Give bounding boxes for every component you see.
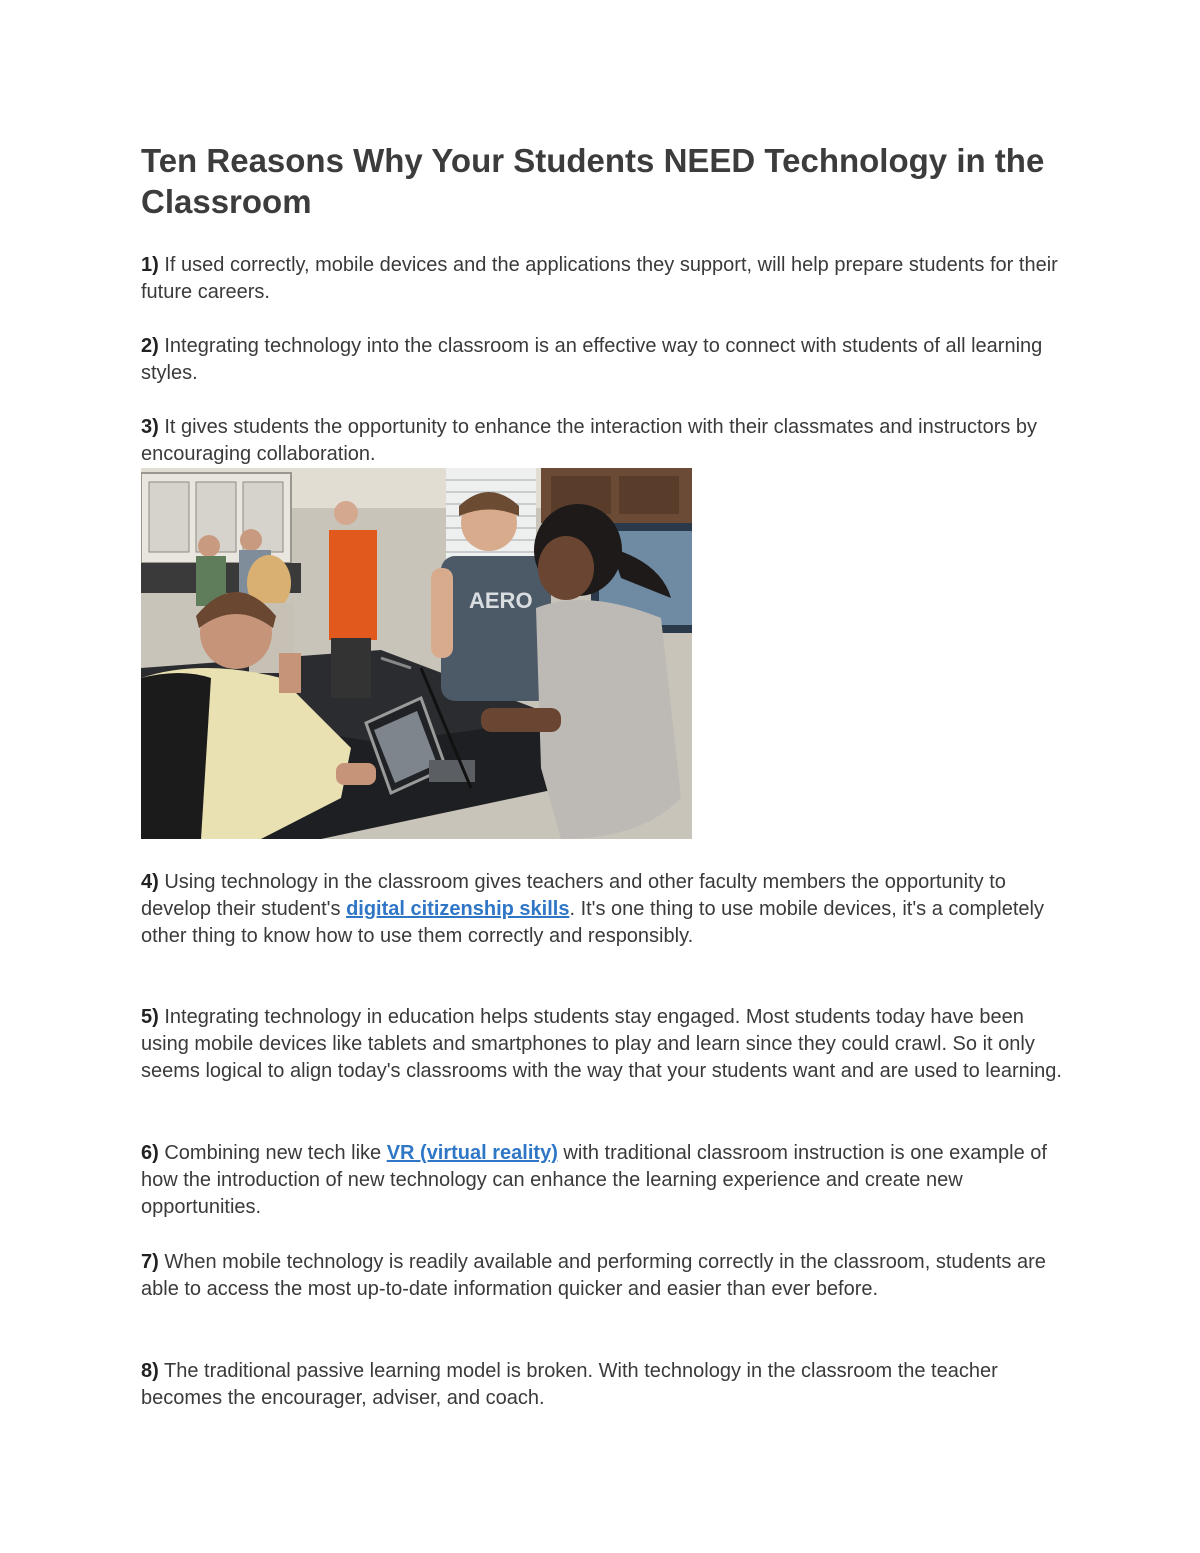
reason-number: 2) <box>141 335 159 357</box>
reason-number: 4) <box>141 871 159 893</box>
reason-8 <box>141 1358 1071 1412</box>
vr-virtual-reality-link[interactable]: VR (virtual reality) <box>386 1142 558 1164</box>
shirt-print: AERO <box>469 588 533 613</box>
reason-text-after: with traditional classroom instruction is one example of how the introduction of new technology can enhance the learning experience and create new opportunities. <box>141 1142 1047 1218</box>
reason-6 <box>141 1140 1071 1221</box>
reason-1 <box>141 252 1071 306</box>
reason-3 <box>141 414 1071 468</box>
reason-7 <box>141 1249 1071 1303</box>
reason-text: It gives students the opportunity to enhance the interaction with their classmates and instructors by encouraging collaboration. <box>141 416 1038 465</box>
reason-text-after: . It's one thing to use mobile devices, it's a completely other thing to know how to use them correctly and responsibly. <box>141 898 1044 947</box>
reason-number: 7) <box>141 1251 159 1273</box>
classroom-photo-illustration <box>141 468 692 839</box>
reason-text: The traditional passive learning model is broken. With technology in the classroom the teacher becomes the encourager, adviser, and coach. <box>141 1360 998 1409</box>
reason-text: Integrating technology into the classroom is an effective way to connect with students of all learning styles. <box>141 335 1043 384</box>
digital-citizenship-skills-link[interactable]: digital citizenship skills <box>346 898 570 920</box>
reason-text: When mobile technology is readily available and performing correctly in the classroom, students are able to access the most up-to-date information quicker and easier than ever before. <box>141 1251 1046 1300</box>
reason-4 <box>141 869 1071 950</box>
reason-text: If used correctly, mobile devices and the applications they support, will help prepare students for their future careers. <box>141 254 1058 303</box>
page-title: Ten Reasons Why Your Students NEED Technology in the Classroom <box>141 142 1045 220</box>
reason-number: 3) <box>141 416 159 438</box>
reason-number: 6) <box>141 1142 159 1164</box>
reason-2 <box>141 333 1071 387</box>
reason-text-before: Combining new tech like <box>158 1142 387 1164</box>
reason-5 <box>141 1004 1071 1085</box>
reason-number: 8) <box>141 1360 159 1382</box>
classroom-photo <box>141 468 692 839</box>
reason-number: 1) <box>141 254 159 276</box>
reason-text: Integrating technology in education helps students stay engaged. Most students today have been using mobile devices like tablets and smartphones to play and learn since they could crawl. So it only seems logical to align today's classrooms with the way that your students want and are used to learning. <box>141 1006 1062 1082</box>
reason-text-before: Using technology in the classroom gives teachers and other faculty members the opportunity to develop their student's <box>141 871 1006 920</box>
reason-number: 5) <box>141 1006 159 1028</box>
